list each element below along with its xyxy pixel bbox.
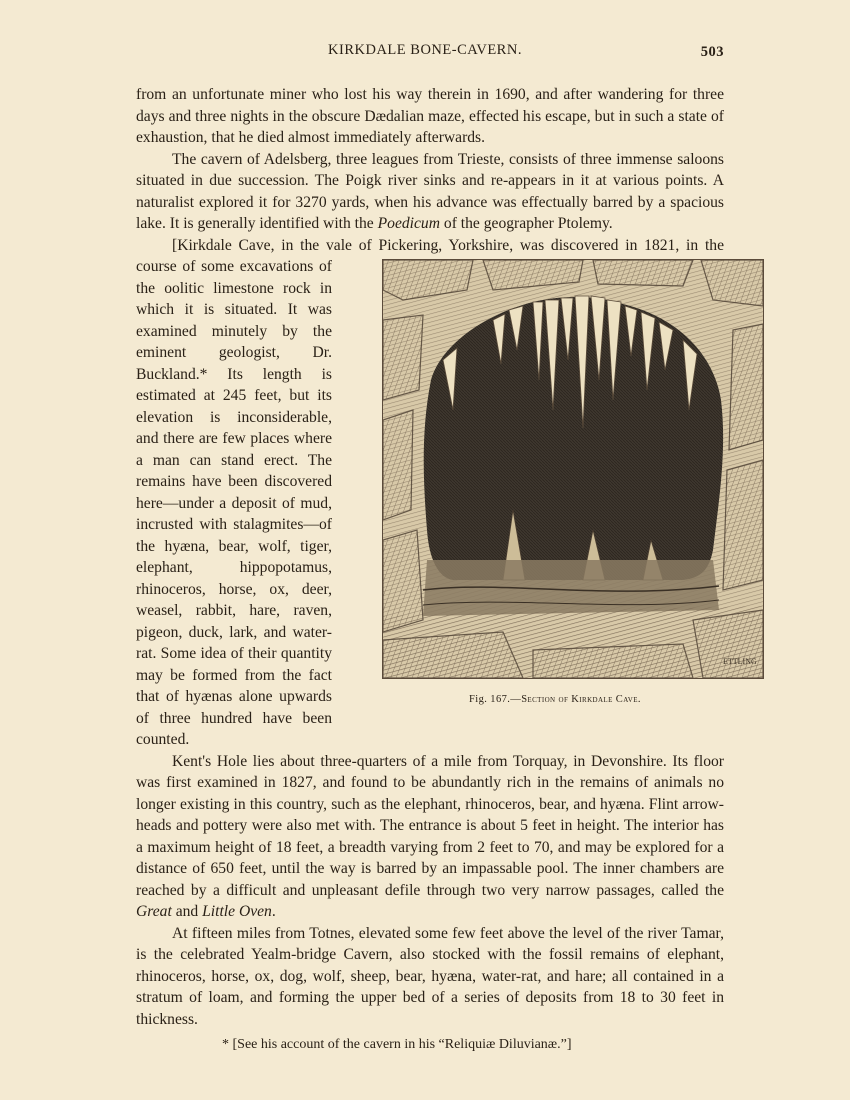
paragraph-4-italic-1: Great xyxy=(136,903,172,920)
paragraph-2-text-b: of the geographer Ptolemy. xyxy=(440,215,613,232)
paragraph-4-text-mid: and xyxy=(171,903,203,920)
paragraph-2-italic: Poedicum xyxy=(377,215,440,232)
paragraph-1 xyxy=(136,84,724,149)
paragraph-1-text: from an unfortunate miner who lost his way therein in 1690, and after wandering for three days and three nights in the obscure Dædalian maze, effected his escape, but in such a state of exhaustion, that he died almost immediately afterwards. xyxy=(136,86,724,146)
running-header xyxy=(0,42,850,64)
figure-167 xyxy=(340,259,757,706)
figure-caption-title: Section of Kirkdale Cave. xyxy=(521,694,641,705)
paragraph-3 xyxy=(136,235,757,751)
paragraph-4 xyxy=(136,751,724,923)
page-number: 503 xyxy=(700,44,724,60)
paragraph-4-italic-2: Little Oven xyxy=(202,903,272,920)
body-text xyxy=(136,84,757,1030)
footnote: * [See his account of the cavern in his “Reliquiæ Diluvianæ.”] xyxy=(222,1037,572,1052)
paragraph-5-text: At fifteen miles from Totnes, elevated some few feet above the level of the river Tamar, is the celebrated Yealm-bridge Cavern, also stocked with the fossil remains of elephant, rhinoceros, horse, ox, dog, wolf, sheep, bear, hyæna, water-rat, and hare; all contained in a stratum of loam, and forming the upper bed of a series of deposits from 18 to 30 feet in thickness. xyxy=(136,924,724,1028)
engraver-signature: ETTLING xyxy=(723,656,757,666)
figure-caption-prefix: Fig. 167.— xyxy=(469,694,522,705)
figure-caption xyxy=(340,689,734,711)
cave-floor xyxy=(423,560,719,616)
paragraph-3-text: [Kirkdale Cave, in the vale of Pickering, Yorkshire, was discovered in 1821, in the course of some excavations of the oolitic limestone rock in which it is situated. It was examined minutely by the eminent geologist, Dr. Buckland.* Its length is estimated at 245 feet, but its elevation is inconsiderable, and there are few places where a man can stand erect. The remains have been discovered here—under a deposit of mud, incrusted with stalagmites—of the hyæna, bear, wolf, tiger, elephant, hippopotamus, rhinoceros, horse, ox, deer, weasel, rabbit, hare, raven, pigeon, duck, lark, and water-rat. Some idea of their quantity may be formed from the fact that of hyænas alone upwards of three hundred have been counted. xyxy=(136,236,724,748)
running-title: KIRKDALE BONE-CAVERN. xyxy=(328,42,522,58)
cave-opening xyxy=(424,297,723,580)
kirkdale-cave-engraving xyxy=(382,259,764,679)
paragraph-2 xyxy=(136,149,724,235)
paragraph-4-text-b: . xyxy=(271,903,276,920)
paragraph-2-text-a: The cavern of Adelsberg, three leagues from Trieste, consists of three immense saloons situated in due succession. The Poigk river sinks and re-appears in it at various points. A naturalist explored it for 3270 yards, when his advance was effectually barred by a spacious lake. It is generally identified with the xyxy=(136,150,724,232)
paragraph-4-text-a: Kent's Hole lies about three-quarters of a mile from Torquay, in Devonshire. Its floor was first examined in 1827, and found to be abundantly rich in the remains of animals no longer existing in this country, such as the elephant, rhinoceros, bear, and hyæna. Flint arrow-heads and pottery were also met with. The entrance is about 5 feet in height. The interior has a maximum height of 18 feet, a breadth varying from 2 feet to 70, and may be explored for a distance of 650 feet, until the way is barred by an impassable pool. The inner chambers are reached by a difficult and unpleasant defile through two very narrow passages, called the xyxy=(136,752,724,899)
paragraph-5 xyxy=(136,923,724,1031)
